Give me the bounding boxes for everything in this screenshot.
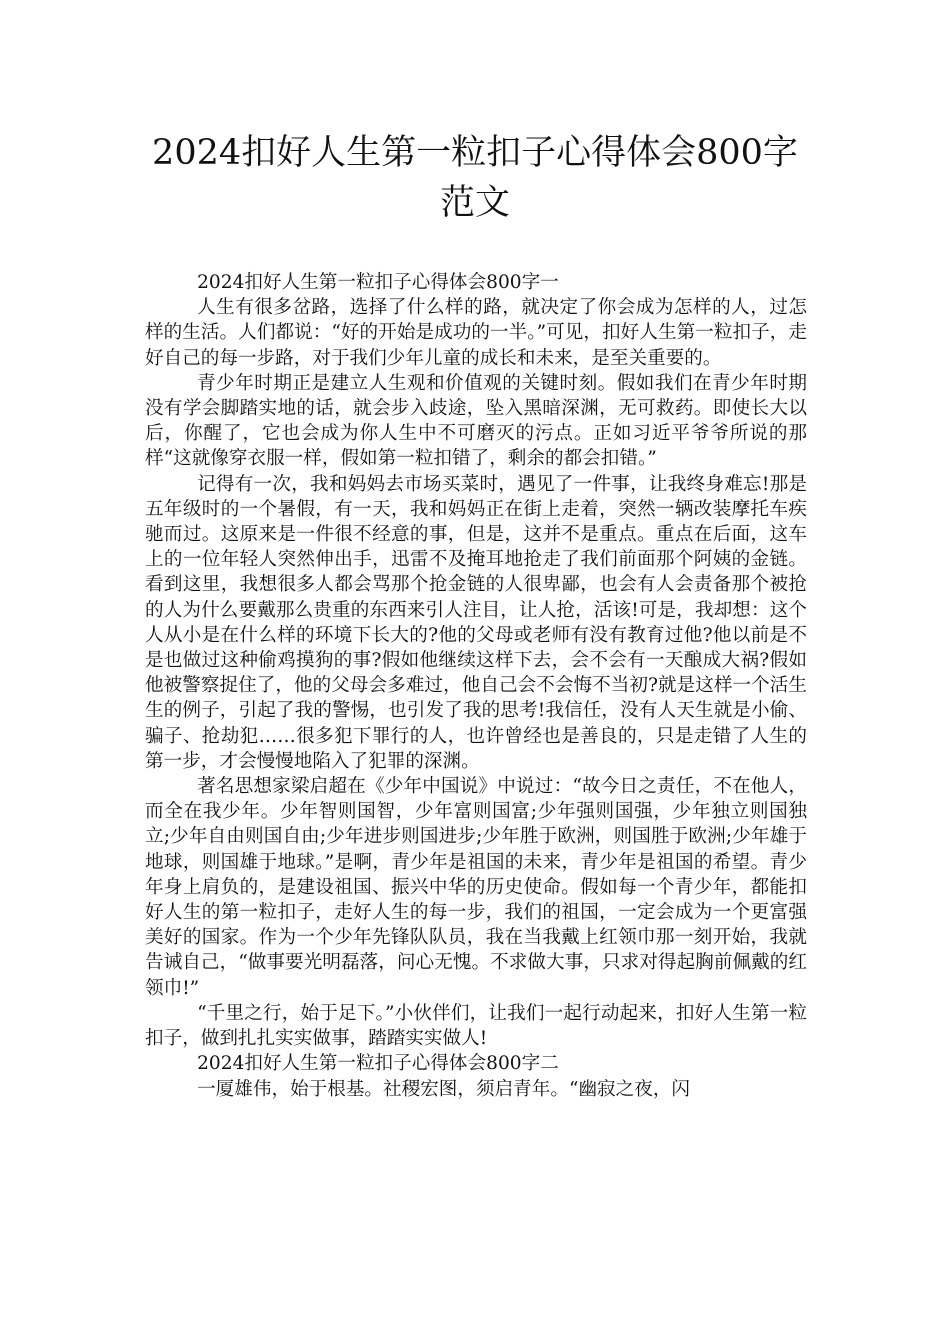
document-title xyxy=(120,128,830,228)
title-line-2: 范文 xyxy=(439,183,510,223)
paragraph-1: 人生有很多岔路，选择了什么样的路，就决定了你会成为怎样的人，过怎样的生活。人们都说：“好的开始是成功的一半。”可见，扣好人生第一粒扣子，走好自己的每一步路，对于我们少年儿童的成长和未来，是至关重要的。 xyxy=(145,297,807,369)
paragraph-5: “千里之行，始于足下。”小伙伴们，让我们一起行动起来，扣好人生第一粒扣子，做到扎扎实实做事，踏踏实实做人! xyxy=(145,1002,807,1050)
paragraph-6: 一厦雄伟，始于根基。社稷宏图，须启青年。“幽寂之夜，闪 xyxy=(197,1078,691,1100)
paragraph-4: 著名思想家梁启超在《少年中国说》中说过：“故今日之责任，不在他人，而全在我少年。少年智则国智，少年富则国富;少年强则国强，少年独立则国独立;少年自由则国自由;少年进步则国进步;少年胜于欧洲，则国胜于欧洲;少年雄于地球，则国雄于地球。”是啊，青少年是祖国的未来，青少年是祖国的希望。青少年身上肩负的，是建设祖国、振兴中华的历史使命。假如每一个青少年，都能扣好人生的第一粒扣子，走好人生的每一步，我们的祖国，一定会成为一个更富强美好的国家。作为一个少年先锋队队员，我在当我戴上红领巾那一刻开始，我就告诫自己，“做事要光明磊落，问心无愧。不求做大事，只求对得起胸前佩戴的红领巾!” xyxy=(145,776,807,999)
paragraph-2: 青少年时期正是建立人生观和价值观的关键时刻。假如我们在青少年时期没有学会脚踏实地的话，就会步入歧途，坠入黑暗深渊，无可救药。即使长大以后，你醒了，它也会成为你人生中不可磨灭的污点。正如习近平爷爷所说的那样“这就像穿衣服一样，假如第一粒扣错了，剩余的都会扣错。” xyxy=(145,372,807,470)
title-line-1: 2024扣好人生第一粒扣子心得体会800字 xyxy=(152,133,798,173)
section-heading-2: 2024扣好人生第一粒扣子心得体会800字二 xyxy=(197,1053,559,1075)
paragraph-3: 记得有一次，我和妈妈去市场买菜时，遇见了一件事，让我终身难忘!那是五年级时的一个暑假，有一天，我和妈妈正在街上走着，突然一辆改装摩托车疾驰而过。这原来是一件很不经意的事，但是，这并不是重点。重点在后面，这车上的一位年轻人突然伸出手，迅雷不及掩耳地抢走了我们前面那个阿姨的金链。看到这里，我想很多人都会骂那个抢金链的人很卑鄙，也会有人会责备那个被抢的人为什么要戴那么贵重的东西来引人注目，让人抢，活该!可是，我却想：这个人从小是在什么样的环境下长大的?他的父母或老师有没有教育过他?他以前是不是也做过这种偷鸡摸狗的事?假如他继续这样下去，会不会有一天酿成大祸?假如他被警察捉住了，他的父母会多难过，他自己会不会悔不当初?就是这样一个活生生的例子，引起了我的警惕，也引发了我的思考!我信任，没有人天生就是小偷、骗子、抢劫犯……很多犯下罪行的人，也许曾经也是善良的，只是走错了人生的第一步，才会慢慢地陷入了犯罪的深渊。 xyxy=(145,473,807,772)
section-heading-1: 2024扣好人生第一粒扣子心得体会800字一 xyxy=(197,272,559,293)
document-body xyxy=(145,270,807,1102)
